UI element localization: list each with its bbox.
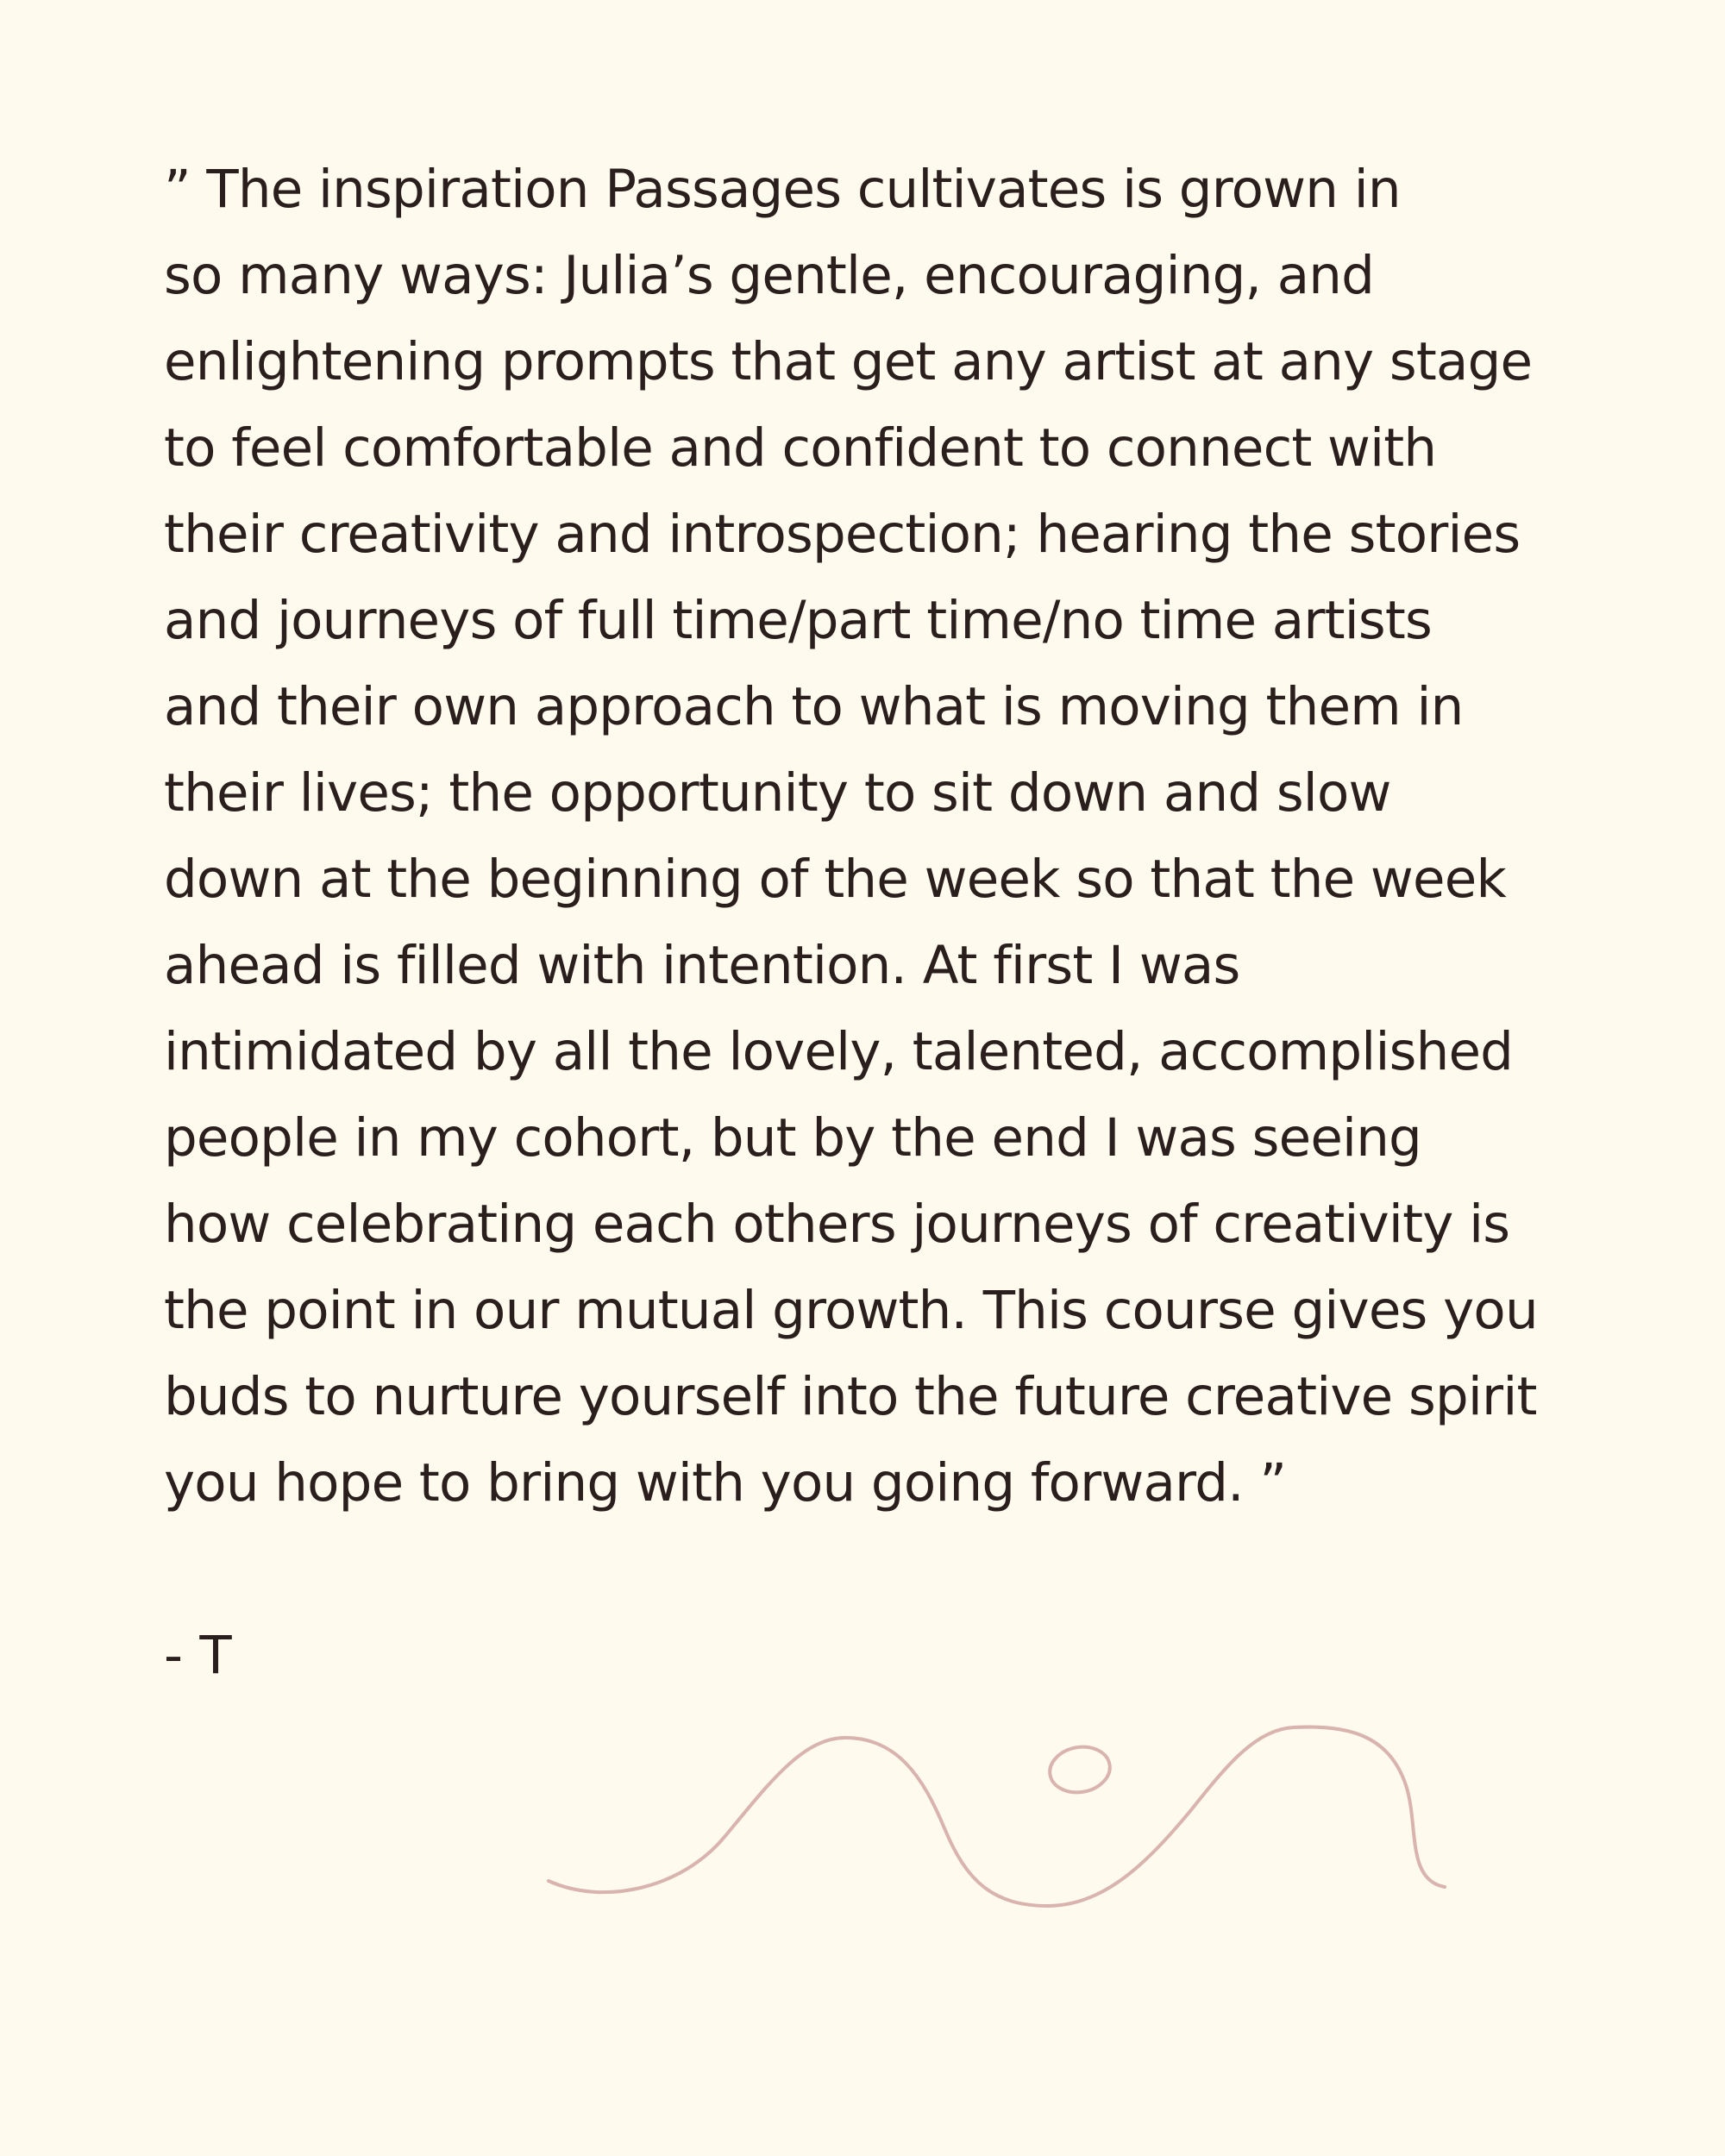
quote-line: their creativity and introspection; hearing the stories	[164, 504, 1521, 565]
sun-circle	[1046, 1742, 1113, 1796]
quote-line: the point in our mutual growth. This course gives you	[164, 1280, 1538, 1341]
quote-line: down at the beginning of the week so that the week	[164, 849, 1507, 910]
quote-line: to feel comfortable and confident to connect with	[164, 417, 1437, 479]
quote-line: intimidated by all the lovely, talented, accomplished	[164, 1021, 1514, 1082]
quote-line: how celebrating each others journeys of creativity is	[164, 1194, 1510, 1255]
wave-line	[549, 1727, 1445, 1906]
quote-line: ahead is filled with intention. At first I was	[164, 935, 1240, 996]
quote-line: enlightening prompts that get any artist at any stage	[164, 331, 1533, 392]
quote-line: buds to nurture yourself into the future creative spirit	[164, 1366, 1537, 1427]
testimonial-quote	[164, 147, 1578, 1526]
attribution: - T	[164, 1625, 232, 1686]
quote-line: you hope to bring with you going forward. ”	[164, 1452, 1287, 1514]
quote-line: their lives; the opportunity to sit down and slow	[164, 762, 1391, 824]
quote-line: ” The inspiration Passages cultivates is grown in	[164, 159, 1401, 220]
quote-line: people in my cohort, but by the end I was seeing	[164, 1107, 1421, 1169]
quote-line: and journeys of full time/part time/no time artists	[164, 590, 1432, 651]
quote-line: and their own approach to what is moving them in	[164, 676, 1464, 737]
quote-line: so many ways: Julia’s gentle, encouraging, and	[164, 245, 1375, 306]
